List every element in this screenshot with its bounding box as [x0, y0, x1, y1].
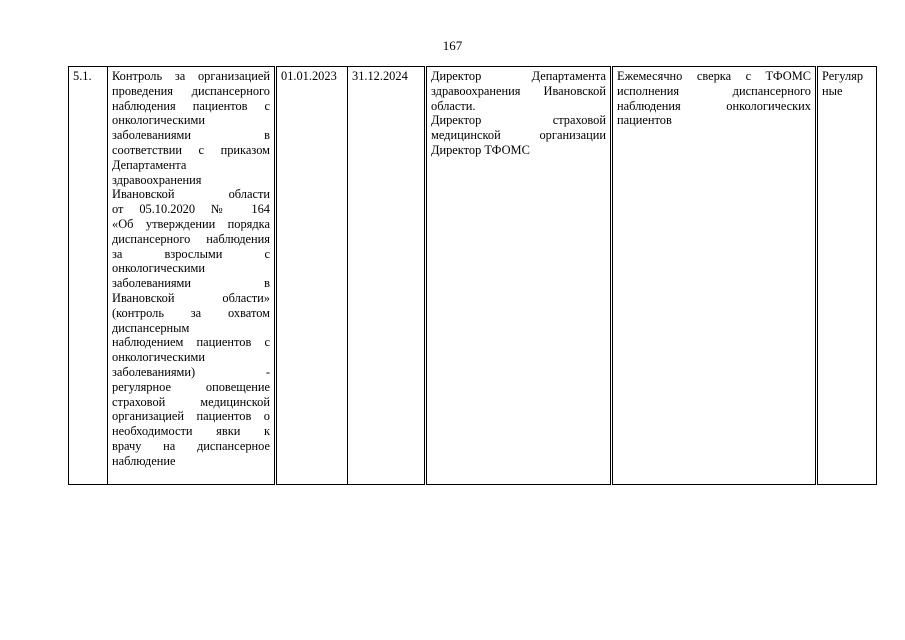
text-line: организацией пациентов о [112, 409, 270, 424]
table-row [69, 67, 877, 485]
end-date: 31.12.2024 [352, 69, 408, 83]
text-line: диспансерного наблюдения [112, 231, 270, 246]
text-line: заболеваниями в [112, 276, 270, 291]
text-line: Директор Департамента [431, 69, 606, 83]
text-line: наблюдением пациентов с [112, 335, 270, 350]
text-line: наблюдения онкологических [617, 98, 811, 113]
text-line: соответствии с приказом [112, 142, 270, 157]
text-line: Ивановской области [112, 187, 270, 202]
text-line: проведения диспансерного [112, 83, 270, 98]
text-line: онкологическими [112, 261, 206, 276]
text-line: врачу на диспансерное [112, 438, 270, 453]
text-line: Ивановской области» [112, 290, 270, 305]
start-date: 01.01.2023 [281, 69, 337, 83]
text-line: от 05.10.2020 № 164 [112, 202, 270, 217]
text-line: пациентов [617, 113, 672, 128]
text-line: заболеваниями) - [112, 364, 270, 379]
text-line: страховой медицинской [112, 394, 270, 409]
text-line: здравоохранения [112, 172, 202, 187]
text-line: регулярное оповещение [112, 379, 270, 394]
text-line: (контроль за охватом [112, 305, 270, 320]
measure-text [112, 69, 270, 469]
text-line: Ежемесячно сверка с ТФОМС [617, 69, 811, 83]
page-number: 167 [442, 38, 463, 53]
end-date-cell [348, 67, 426, 485]
text-line: «Об утверждении порядка [112, 216, 270, 231]
text-line: Директор ТФОМС [431, 142, 530, 157]
text-line: медицинской организации [431, 128, 606, 143]
text-line: здравоохранения Ивановской [431, 83, 606, 98]
result-text [617, 69, 811, 128]
periodicity-cell [817, 67, 877, 485]
text-line: онкологическими [112, 113, 206, 128]
responsible-text [431, 69, 606, 158]
text-line: Контроль за организацией [112, 69, 270, 83]
text-line: за взрослыми с [112, 246, 270, 261]
text-line: исполнения диспансерного [617, 83, 811, 98]
text-line: Департамента [112, 157, 187, 172]
text-line: Регуляр [822, 69, 864, 83]
periodicity-text [822, 69, 872, 99]
text-line: области. [431, 98, 476, 113]
text-line: заболеваниями в [112, 128, 270, 143]
result-cell [612, 67, 817, 485]
start-date-cell [276, 67, 348, 485]
plan-table [68, 66, 877, 485]
text-line: Директор страховой [431, 113, 606, 128]
responsible-cell [426, 67, 612, 485]
text-line: диспансерным [112, 320, 190, 335]
text-line: онкологическими [112, 350, 206, 365]
text-line: наблюдение [112, 453, 176, 468]
text-line: наблюдения пациентов с [112, 98, 270, 113]
text-line: ные [822, 83, 843, 98]
text-line: необходимости явки к [112, 424, 270, 439]
row-number-cell [69, 67, 108, 485]
measure-cell [108, 67, 276, 485]
row-number: 5.1. [73, 69, 92, 83]
